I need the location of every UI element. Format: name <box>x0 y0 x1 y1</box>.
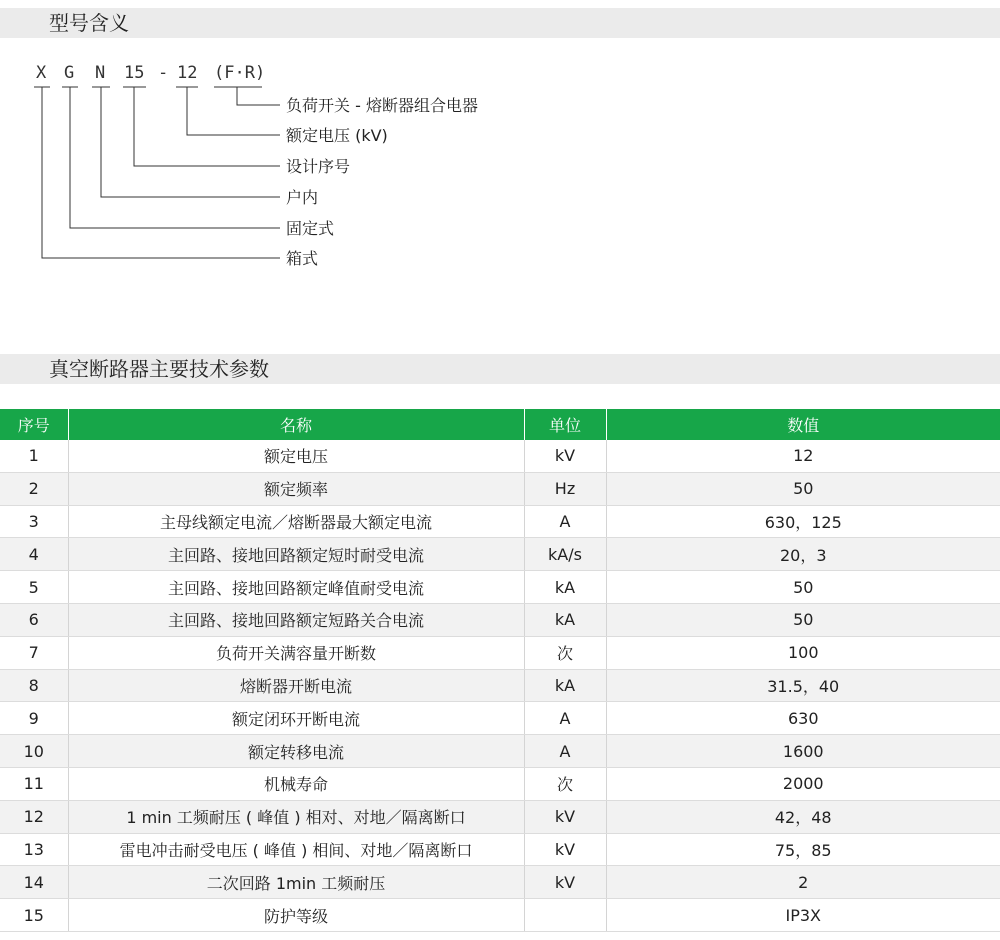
cell-value: 630，125 <box>606 505 1000 538</box>
cell-name: 雷电冲击耐受电压 ( 峰值 ) 相间、对地／隔离断口 <box>68 833 524 866</box>
cell-name: 额定电压 <box>68 440 524 472</box>
cell-name: 额定频率 <box>68 472 524 505</box>
cell-index: 9 <box>0 702 68 735</box>
table-row <box>0 636 1000 669</box>
cell-value: 50 <box>606 472 1000 505</box>
table-row <box>0 505 1000 538</box>
cell-name: 熔断器开断电流 <box>68 669 524 702</box>
cell-name: 1 min 工频耐压 ( 峰值 ) 相对、对地／隔离断口 <box>68 800 524 833</box>
cell-value: 630 <box>606 702 1000 735</box>
table-row <box>0 800 1000 833</box>
cell-name: 额定闭环开断电流 <box>68 702 524 735</box>
section-title: 真空断路器主要技术参数 <box>49 357 269 381</box>
table-row <box>0 866 1000 899</box>
cell-index: 4 <box>0 538 68 571</box>
cell-index: 6 <box>0 603 68 636</box>
cell-name: 主回路、接地回路额定短时耐受电流 <box>68 538 524 571</box>
cell-name: 防护等级 <box>68 899 524 932</box>
cell-index: 14 <box>0 866 68 899</box>
cell-unit: kV <box>524 833 606 866</box>
cell-unit: kV <box>524 800 606 833</box>
cell-unit: A <box>524 505 606 538</box>
cell-index: 12 <box>0 800 68 833</box>
cell-unit: kV <box>524 866 606 899</box>
code-letter-g: G <box>64 63 75 83</box>
code-letter-voltage: 12 <box>177 63 198 83</box>
connector-lines <box>42 87 280 258</box>
cell-unit: kA <box>524 571 606 604</box>
cell-value: 75，85 <box>606 833 1000 866</box>
cell-value: 2000 <box>606 767 1000 800</box>
cell-index: 2 <box>0 472 68 505</box>
code-letter-x: X <box>36 63 47 83</box>
cell-name: 主回路、接地回路额定短路关合电流 <box>68 603 524 636</box>
code-letter-fr: (F·R) <box>214 63 266 83</box>
cell-unit: kA <box>524 669 606 702</box>
table-row <box>0 571 1000 604</box>
cell-index: 13 <box>0 833 68 866</box>
section-header-model-meaning <box>0 8 1000 38</box>
cell-unit: Hz <box>524 472 606 505</box>
cell-name: 主母线额定电流／熔断器最大额定电流 <box>68 505 524 538</box>
table-row <box>0 669 1000 702</box>
cell-unit <box>524 899 606 932</box>
cell-unit: kV <box>524 440 606 472</box>
table-row <box>0 538 1000 571</box>
cell-value: 50 <box>606 571 1000 604</box>
cell-value: 100 <box>606 636 1000 669</box>
meaning-fr: 负荷开关 - 熔断器组合电器 <box>286 96 478 115</box>
table-body <box>0 440 1000 931</box>
cell-unit: kA <box>524 603 606 636</box>
cell-unit: kA/s <box>524 538 606 571</box>
cell-index: 7 <box>0 636 68 669</box>
cell-name: 额定转移电流 <box>68 735 524 768</box>
section-header-params <box>0 354 1000 384</box>
meaning-indoor: 户内 <box>286 188 319 207</box>
table-row <box>0 472 1000 505</box>
header-name: 名称 <box>68 409 524 440</box>
cell-index: 5 <box>0 571 68 604</box>
cell-index: 1 <box>0 440 68 472</box>
table-row <box>0 833 1000 866</box>
meaning-fixed: 固定式 <box>286 219 335 238</box>
cell-value: IP3X <box>606 899 1000 932</box>
cell-value: 42，48 <box>606 800 1000 833</box>
table-row <box>0 440 1000 472</box>
cell-index: 10 <box>0 735 68 768</box>
meaning-series: 设计序号 <box>286 157 351 176</box>
table-row <box>0 735 1000 768</box>
cell-index: 8 <box>0 669 68 702</box>
cell-value: 50 <box>606 603 1000 636</box>
cell-name: 二次回路 1min 工频耐压 <box>68 866 524 899</box>
cell-value: 31.5，40 <box>606 669 1000 702</box>
cell-value: 12 <box>606 440 1000 472</box>
cell-name: 负荷开关满容量开断数 <box>68 636 524 669</box>
cell-value: 1600 <box>606 735 1000 768</box>
cell-unit: 次 <box>524 636 606 669</box>
code-letter-series: 15 <box>124 63 145 83</box>
table-row <box>0 899 1000 932</box>
cell-unit: 次 <box>524 767 606 800</box>
cell-name: 机械寿命 <box>68 767 524 800</box>
section-title: 型号含义 <box>49 11 129 35</box>
cell-index: 11 <box>0 767 68 800</box>
cell-value: 2 <box>606 866 1000 899</box>
cell-unit: A <box>524 702 606 735</box>
cell-unit: A <box>524 735 606 768</box>
header-unit: 单位 <box>524 409 606 440</box>
model-code-diagram <box>0 50 1000 290</box>
table-row <box>0 702 1000 735</box>
header-index: 序号 <box>0 409 68 440</box>
table-header-row <box>0 409 1000 440</box>
code-letter-n: N <box>95 63 106 83</box>
cell-index: 15 <box>0 899 68 932</box>
code-letter-dash: - <box>158 63 169 83</box>
meaning-voltage: 额定电压 (kV) <box>286 126 388 145</box>
table-row <box>0 603 1000 636</box>
cell-index: 3 <box>0 505 68 538</box>
cell-value: 20，3 <box>606 538 1000 571</box>
header-value: 数值 <box>606 409 1000 440</box>
table-row <box>0 767 1000 800</box>
params-table <box>0 409 1000 932</box>
meaning-box: 箱式 <box>286 249 319 268</box>
cell-name: 主回路、接地回路额定峰值耐受电流 <box>68 571 524 604</box>
